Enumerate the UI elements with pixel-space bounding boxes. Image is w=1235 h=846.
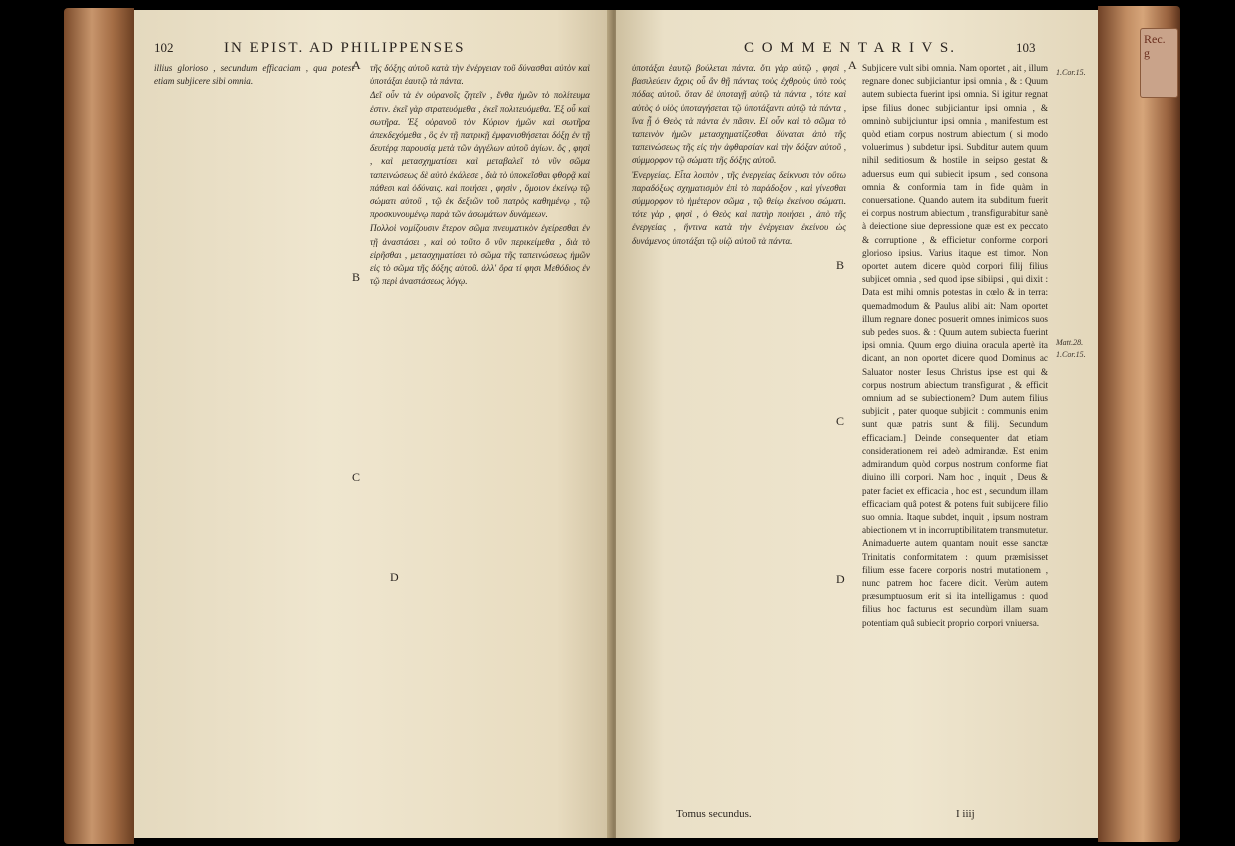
left-page	[134, 10, 614, 838]
latin-column	[862, 62, 1048, 822]
margin-letter: A	[352, 58, 361, 72]
latin-paragraph: Subjicere vult sibi omnia. Nam oportet , ait , illum regnare donec subjiciantur ipsi omnia , & : Quum autem subiecta fuerint ipsi omnia. Si igitur regnat ipse filius donec subjiciantur ipsi omnia , & omninò subijciuntur ipsi omnia , manifestum est quòd etiam corpus nostrum abiectum ( si modo voluerimus ) subdetur ipsi. Subditur autem quum nihil seditiosum & hostile in seipso gestat & aduersus eum qui subiecit ipsum , sed consona omnia & conformia tam in fide quàm in conuersatione. Quando autem ita subditum fuerit ei corpus nostrum abiectum , transfigurabitur sanè à deiectione siue depressione quæ est ex peccato & corruptione , & efficietur conforme corpori glorioso ipsius. Varius itaque est timor. Non oportet autem dicere quòd corpori filij filius subjicet omnia , sed quod ipse sibiipsi , qui dixit : Data est mihi omnis potestas in cœlo & in terra: quemadmodum & Paulus alibi ait: Nam oportet illum regnare donec posuerit omnes inimicos suos sub pedes suos. & : Quum autem subiecta fuerint ipsi omnia. Quum ergo diuina oracula apertè ita dicant, an non oportet dicere quod Dominus ac Saluator noster Iesus Christus ipse est qui & corpus nostrum abiectum transfigurat , & efficit omnium ad se subiectionem? Dum autem filius subjicit , pater quoque subjicit : communis enim sunt quæ patris sunt & filij. Secundum efficaciam.] Deinde consequenter dat etiam considerationem rei adeò admirandæ. Est enim admirandum quòd corpus nostrum conforme fiat diuino illi corpori. Nam hoc , inquit , Deus & pater faciet ex efficacia , hoc est , secundum illam efficaciam quâ potest & potens fuit subijcere filio suo omnia. Itaque subdet, inquit , ipsum nostram abiectionem vt in incorruptibilitatem transmutetur. Animaduerte autem quantam nouit esse sanctæ Trinitatis conformitatem : quum præmisisset filium esse facere corporis nostri mutationem , nunc patrem hoc facere dicit. Verùm autem præsumptuosum erit si ita intelligamus : quod filius hoc facturus est secundùm illam suam potentiam quâ subiecit proprio corpori vniuersa.	[862, 63, 1048, 628]
latin-column	[154, 62, 354, 822]
margin-letter: B	[836, 258, 845, 272]
greek-paragraph: Ἐνεργείας. Εἶτα λοιπὸν , τῆς ἐνεργείας δείκνυσι τὸν οὕτω παραδόξως σχηματισμὸν ἐπὶ τὸ παράδοξον , καὶ γίνεσθαι σύμμορφον τὸ ἡμέτερον σῶμα , τῷ θείῳ ἐκείνου σώματι. τότε γὰρ , φησὶ , ὁ Θεὸς καὶ πατὴρ ποιήσει , ἀπὸ τῆς ἐνεργείας , ἥντινα κατὰ τὴν ἐνέργειαν ἐκείνου ὡς δυνάμενος ὑποτάξαι τῷ υἱῷ αὐτοῦ τὰ πάντα.	[632, 169, 846, 246]
signature-line: Tomus secundus.	[676, 808, 752, 820]
greek-column	[370, 62, 590, 822]
margin-letter: D	[836, 572, 845, 586]
greek-paragraph: τῆς δόξης αὐτοῦ κατὰ τὴν ἐνέργειαν τοῦ δύνασθαι αὐτὸν καὶ ὑποτάξαι ἑαυτῷ τὰ πάντα.	[370, 63, 590, 87]
margin-letter: D	[390, 570, 399, 584]
margin-letter: A	[848, 58, 857, 72]
margin-note: 1.Cor.15.	[1056, 68, 1086, 77]
page-number: 103	[1016, 40, 1036, 55]
catchword: I iiij	[956, 808, 975, 820]
greek-paragraph: Δεῖ οὖν τὰ ἐν οὐρανοῖς ζητεῖν , ἔνθα ἡμῶν τὸ πολίτευμα ἐστιν. ἐκεῖ γὰρ στρατευόμεθα , ἐκεῖ πολιτευόμεθα. Ἐξ οὗ καὶ σωτῆρα. Ἐξ οὐρανοῦ τὸν Κύριον ἡμῶν καὶ σωτῆρα ἀπεκδεχόμεθα , ὃς ἐν τῇ πατρικῇ ἐμφανισθήσεται δόξῃ ἐν τῇ δευτέρᾳ παρουσίᾳ μετὰ τῶν ἀγγέλων αὐτοῦ ἁγίων. ὃς , φησὶ , καὶ μετασχηματίσει καὶ μεταβαλεῖ τὸ νῦν σῶμα ταπεινώσεως δὲ αὐτὸ ἐκάλεσε , διὰ τὸ ὑποκεῖσθαι φθορᾷ καὶ πάθεσι καὶ ὀδύναις. καὶ ποιήσει , φησὶν , ὅμοιον ἐκείνῳ τῷ σώματι αὐτοῦ , τῷ ἐκ δεξιῶν τοῦ πατρὸς καθημένῳ , τῷ προσκυνουμένῳ παρὰ τῶν ἀσωμάτων δυνάμεων.	[370, 90, 590, 220]
margin-letter: C	[836, 414, 845, 428]
greek-column	[632, 62, 846, 802]
greek-paragraph: Πολλοὶ νομίζουσιν ἕτερον σῶμα πνευματικὸν ἐγείρεσθαι ἐν τῇ ἀναστάσει , καὶ οὐ τοῦτο ὃ νῦν περικείμεθα , διὰ τὸ εἰρῆσθαι , μετασχηματίσει τὸ σῶμα τῆς ταπεινώσεως ἡμῶν εἰς τὸ σῶμα τῆς δόξης αὐτοῦ. ἀλλ' ὅρα τί φησι Μεθόδιος ἐν τῷ περὶ ἀναστάσεως λόγῳ.	[370, 223, 590, 287]
right-page	[616, 10, 1098, 838]
margin-letter: C	[352, 470, 361, 484]
running-head: C O M M E N T A R I V S.	[744, 40, 956, 56]
margin-letter: B	[352, 270, 361, 284]
latin-paragraph: illius glorioso , secundum efficaciam , qua potest etiam subjicere sibi omnia.	[154, 63, 354, 87]
book-cover-right	[1098, 6, 1180, 842]
running-head: IN EPIST. AD PHILIPPENSES	[224, 40, 466, 56]
page-number: 102	[154, 40, 174, 55]
book-cover-left	[64, 8, 134, 844]
greek-paragraph: ὑποτάξαι ἑαυτῷ βούλεται πάντα. ὅτι γὰρ αὐτῷ , φησὶ , βασιλεύειν ἄχρις οὗ ἂν θῇ πάντας τοὺς ἐχθροὺς ὑπὸ τοὺς πόδας αὐτοῦ. ὅταν δὲ ὑποταγῇ αὐτῷ τὰ πάντα , τότε καὶ αὐτὸς ὁ υἱὸς ὑποταγήσεται τῷ ὑποτάξαντι αὐτῷ τὰ πάντα , ἵνα ᾖ ὁ Θεὸς τὰ πάντα ἐν πᾶσιν. Εἰ οὖν καὶ τὸ σῶμα τὸ ταπεινὸν ἡμῶν μετασχηματίζεσθαι δύναται ἀπὸ τῆς ταπεινώσεως τῆς εἰς τὴν ἀφθαρσίαν καὶ τὴν δόξαν αὐτοῦ , σύμμορφον τῷ σώματι τῆς δόξης αὐτοῦ.	[632, 63, 846, 166]
spine-label: Rec. g	[1140, 28, 1178, 98]
margin-note: Matt.28.	[1056, 338, 1084, 347]
margin-note: 1.Cor.15.	[1056, 350, 1086, 359]
